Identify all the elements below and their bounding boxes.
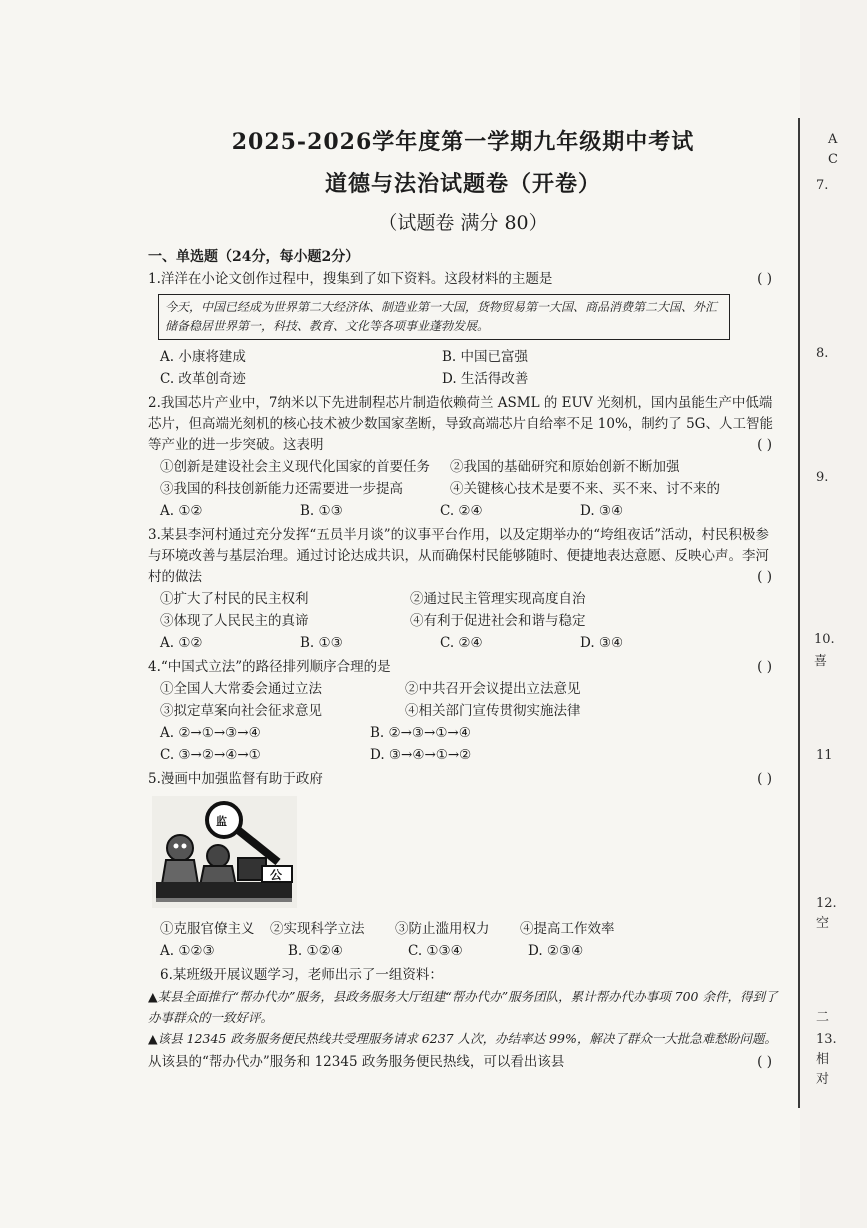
option-a: A. ①②: [160, 635, 203, 651]
answer-paren: ( ): [757, 771, 772, 787]
option-d: D. ②③④: [528, 943, 584, 959]
option-b: B. ①③: [300, 635, 343, 651]
column-divider: [798, 118, 800, 1108]
question-stem: 3.某县李河村通过充分发挥“五员半月谈”的议事平台作用，以及定期举办的“垮组夜话”活动，村民积极参与环境改善与基层治理。通过讨论达成共识，从而确保村民能够随时、便捷地表达意愿、反映心声。李河村的做法: [148, 527, 769, 585]
exam-subtitle: 道德与法治试题卷（开卷）: [324, 171, 601, 197]
statement-4: ④提高工作效率: [520, 921, 615, 937]
next-page-fragments: [808, 0, 867, 1228]
statement-1: ①克服官僚主义: [160, 921, 255, 937]
option-b: B. ②→③→①→④: [370, 725, 471, 741]
question-4: [148, 657, 778, 678]
fragment-text: 8.: [816, 346, 829, 361]
material-1: ▲某县全面推行“帮办代办”服务，县政务服务大厅组建“帮办代办”服务团队，累计帮办代办事项 700 余件，得到了办事群众的一致好评。: [148, 989, 778, 1025]
fragment-text: A: [828, 132, 838, 147]
question-stem: 1.洋洋在小论文创作过程中，搜集到了如下资料。这段材料的主题是: [148, 271, 553, 287]
option-b: B. ①②④: [288, 943, 343, 959]
statements-row: [148, 918, 778, 940]
fragment-text: 相: [816, 1052, 830, 1067]
statement-3: ③体现了人民民主的真谛: [160, 613, 309, 629]
statement-3: ③拟定草案向社会征求意见: [160, 703, 322, 719]
answer-paren: ( ): [757, 659, 772, 675]
option-a: A. ②→①→③→④: [160, 725, 261, 741]
option-c: C. ③→②→④→①: [160, 747, 261, 763]
cartoon-label: 公: [270, 868, 283, 882]
statements-row: [148, 456, 778, 478]
question-stem: 从该县的“帮办代办”服务和 12345 政务服务便民热线，可以看出该县: [148, 1054, 565, 1070]
option-a: A. ①②: [160, 503, 203, 519]
fragment-text: 二: [816, 1010, 830, 1025]
statement-2: ②实现科学立法: [270, 921, 365, 937]
fragment-text: 对: [816, 1072, 830, 1087]
option-c: C. ②④: [440, 503, 483, 519]
fragment-text: C: [828, 152, 838, 167]
statement-2: ②通过民主管理实现高度自治: [410, 591, 586, 607]
cartoon-illustration: [152, 796, 297, 908]
section-heading: 一、单选题（24分，每小题2分）: [148, 249, 360, 265]
question-6-tail: [148, 1052, 778, 1073]
statement-2: ②中共召开会议提出立法意见: [405, 681, 581, 697]
fragment-text: 11: [816, 748, 833, 763]
fragment-text: 13.: [816, 1032, 837, 1047]
question-3: [148, 525, 778, 588]
statement-1: ①创新是建设社会主义现代化国家的首要任务: [160, 459, 430, 475]
statements-row: [148, 700, 778, 722]
statement-2: ②我国的基础研究和原始创新不断加强: [450, 459, 680, 475]
question-stem: 5.漫画中加强监督有助于政府: [148, 771, 323, 787]
statement-4: ④相关部门宣传贯彻实施法律: [405, 703, 581, 719]
question-1: [148, 269, 778, 290]
material-box: 今天，中国已经成为世界第二大经济体、制造业第一大国，货物贸易第一大国、商品消费第二大国、外汇储备稳居世界第一，科技、教育、文化等各项事业蓬勃发展。: [158, 294, 730, 340]
fragment-text: 12.: [816, 896, 837, 911]
statement-1: ①扩大了村民的民主权利: [160, 591, 309, 607]
answer-paren: ( ): [757, 271, 772, 287]
fragment-text: 空: [816, 916, 830, 931]
answer-paren: ( ): [757, 569, 772, 585]
question-2: [148, 393, 778, 456]
question-stem: 2.我国芯片产业中，7纳米以下先进制程芯片制造依赖荷兰 ASML 的 EUV 光刻机，国内虽能生产中低端芯片，但高端光刻机的核心技术被少数国家垄断，导致高端芯片自给率不足 10%，制约了 5G、人工智能等产业的进一步突破。这表明: [148, 395, 773, 453]
fragment-text: 9.: [816, 470, 829, 485]
fragment-text: 喜: [814, 654, 828, 669]
options-row: [148, 722, 778, 744]
options-row: [148, 346, 778, 368]
option-d: D. ③④: [580, 635, 624, 651]
question-6: 6.某班级开展议题学习，老师出示了一组资料：: [160, 967, 443, 983]
exam-title: 2025-2026学年度第一学期九年级期中考试: [231, 129, 695, 155]
option-d: D. 生活得改善: [442, 371, 529, 387]
option-d: D. ③④: [580, 503, 624, 519]
options-row: [148, 368, 778, 390]
option-d: D. ③→④→①→②: [370, 747, 472, 763]
options-row: [148, 632, 778, 654]
option-a: A. 小康将建成: [160, 349, 246, 365]
options-row: [148, 500, 778, 522]
option-c: C. 改革创奇迹: [160, 371, 246, 387]
answer-paren: ( ): [757, 437, 772, 453]
statement-4: ④有利于促进社会和谐与稳定: [410, 613, 586, 629]
statements-row: [148, 678, 778, 700]
statement-1: ①全国人大常委会通过立法: [160, 681, 322, 697]
material-2: ▲该县 12345 政务服务便民热线共受理服务请求 6237 人次，办结率达 99%，解决了群众一大批急难愁盼问题。: [148, 1031, 777, 1046]
statements-row: [148, 588, 778, 610]
statement-3: ③防止滥用权力: [395, 921, 490, 937]
option-b: B. ①③: [300, 503, 343, 519]
options-row: [148, 940, 778, 962]
option-c: C. ②④: [440, 635, 483, 651]
statements-row: [148, 610, 778, 632]
options-row: [148, 744, 778, 766]
statements-row: [148, 478, 778, 500]
option-c: C. ①③④: [408, 943, 463, 959]
cartoon-image: [152, 796, 778, 912]
statement-3: ③我国的科技创新能力还需要进一步提高: [160, 481, 403, 497]
fragment-text: 7.: [816, 178, 829, 193]
exam-score-note: （试题卷 满分 80）: [378, 212, 548, 234]
fragment-text: 10.: [814, 632, 835, 647]
option-b: B. 中国已富强: [442, 349, 529, 365]
answer-paren: ( ): [757, 1054, 772, 1070]
question-stem: 4.“中国式立法”的路径排列顺序合理的是: [148, 659, 391, 675]
option-a: A. ①②③: [160, 943, 215, 959]
exam-content: [148, 128, 778, 1073]
question-5: [148, 769, 778, 790]
svg-text:监: 监: [216, 815, 227, 828]
statement-4: ④关键核心技术是要不来、买不来、讨不来的: [450, 481, 720, 497]
